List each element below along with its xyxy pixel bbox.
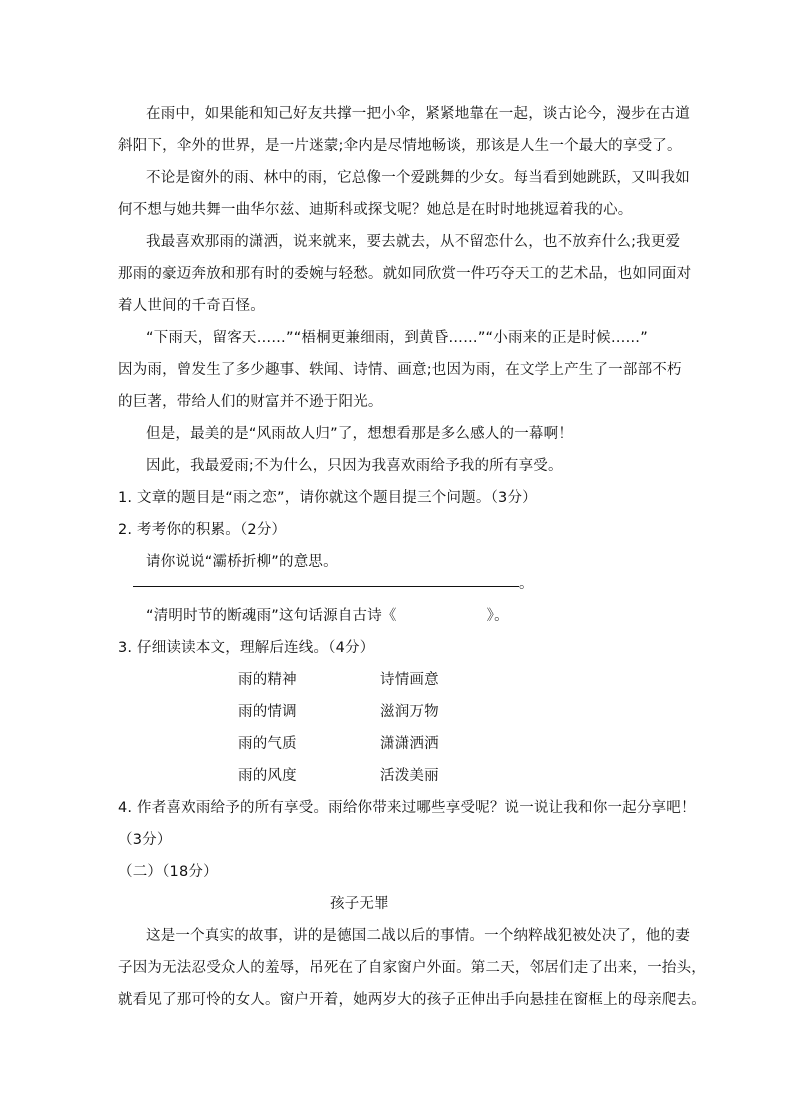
question-2b-prefix: “清明时节的断魂雨”这句话源自古诗《 <box>146 608 397 624</box>
question-2a: 请你说说“灞桥折柳”的意思。 <box>146 554 338 570</box>
match-left-item[interactable]: 雨的气质 <box>238 736 297 752</box>
passage-line: 何不想与她共舞一曲华尔兹、迪斯科或探戈呢？她总是在时时地挑逗着我的心。 <box>118 202 633 218</box>
passage-line: 的巨著，带给人们的财富并不逊于阳光。 <box>118 394 383 410</box>
passage-line: 在雨中，如果能和知己好友共撑一把小伞，紧紧地靠在一起，谈古论今，漫步在古道 <box>146 106 690 122</box>
passage-line: 那雨的豪迈奔放和那有时的委婉与轻愁。就如同欣赏一件巧夺天工的艺术品，也如同面对 <box>118 266 692 282</box>
question-2b <box>146 606 509 626</box>
passage-line: 斜阳下，伞外的世界，是一片迷蒙;伞内是尽情地畅谈，那该是人生一个最大的享受了。 <box>118 138 682 154</box>
story-line: 这是一个真实的故事，讲的是德国二战以后的事情。一个纳粹战犯被处决了，他的妻 <box>146 928 690 944</box>
match-left-item[interactable]: 雨的风度 <box>238 768 297 784</box>
match-left-item[interactable]: 雨的精神 <box>238 672 297 688</box>
question-4: 4. 作者喜欢雨给予的所有享受。雨给你带来过哪些享受呢？说一说让我和你一起分享吧！ <box>118 800 696 816</box>
answer-end-mark: 。 <box>519 576 534 592</box>
match-right-item[interactable]: 滋润万物 <box>380 704 439 720</box>
question-3: 3. 仔细读读本文，理解后连线。（4分） <box>118 640 375 656</box>
match-left-item[interactable]: 雨的情调 <box>238 704 297 720</box>
question-1: 1. 文章的题目是“雨之恋”，请你就这个题目提三个问题。（3分） <box>118 490 537 506</box>
match-right-item[interactable]: 活泼美丽 <box>380 768 439 784</box>
answer-blank[interactable] <box>133 586 519 587</box>
story-line: 子因为无法忍受众人的羞辱，吊死在了自家窗户外面。第二天，邻居们走了出来，一抬头， <box>118 960 706 976</box>
match-right-item[interactable]: 诗情画意 <box>380 672 439 688</box>
passage-line: 不论是窗外的雨、林中的雨，它总像一个爱跳舞的少女。每当看到她跳跃，又叫我如 <box>146 170 690 186</box>
question-2b-suffix: 》。 <box>486 608 509 624</box>
passage-line: 因为雨，曾发生了多少趣事、轶闻、诗情、画意;也因为雨，在文学上产生了一部部不朽 <box>118 362 682 378</box>
passage-line: 我最喜欢那雨的潇洒，说来就来，要去就去，从不留恋什么，也不放弃什么;我更爱 <box>146 234 681 250</box>
section-heading: （二）（18分） <box>118 864 218 880</box>
question-4-score: （3分） <box>118 832 172 848</box>
story-title: 孩子无罪 <box>330 896 389 912</box>
passage-line: 因此，我最爱雨;不为什么，只因为我喜欢雨给予我的所有享受。 <box>146 458 563 474</box>
passage-line: 但是，最美的是“风雨故人归”了，想想看那是多么感人的一幕啊！ <box>146 426 574 442</box>
question-2: 2. 考考你的积累。（2分） <box>118 522 287 538</box>
match-right-item[interactable]: 潇潇洒洒 <box>380 736 439 752</box>
passage-line: “下雨天，留客天……”“梧桐更兼细雨，到黄昏……”“小雨来的正是时候……” <box>146 330 648 346</box>
passage-line: 着人世间的千奇百怪。 <box>118 298 265 314</box>
story-line: 就看见了那可怜的女人。窗户开着，她两岁大的孩子正伸出手向悬挂在窗框上的母亲爬去。 <box>118 992 706 1008</box>
